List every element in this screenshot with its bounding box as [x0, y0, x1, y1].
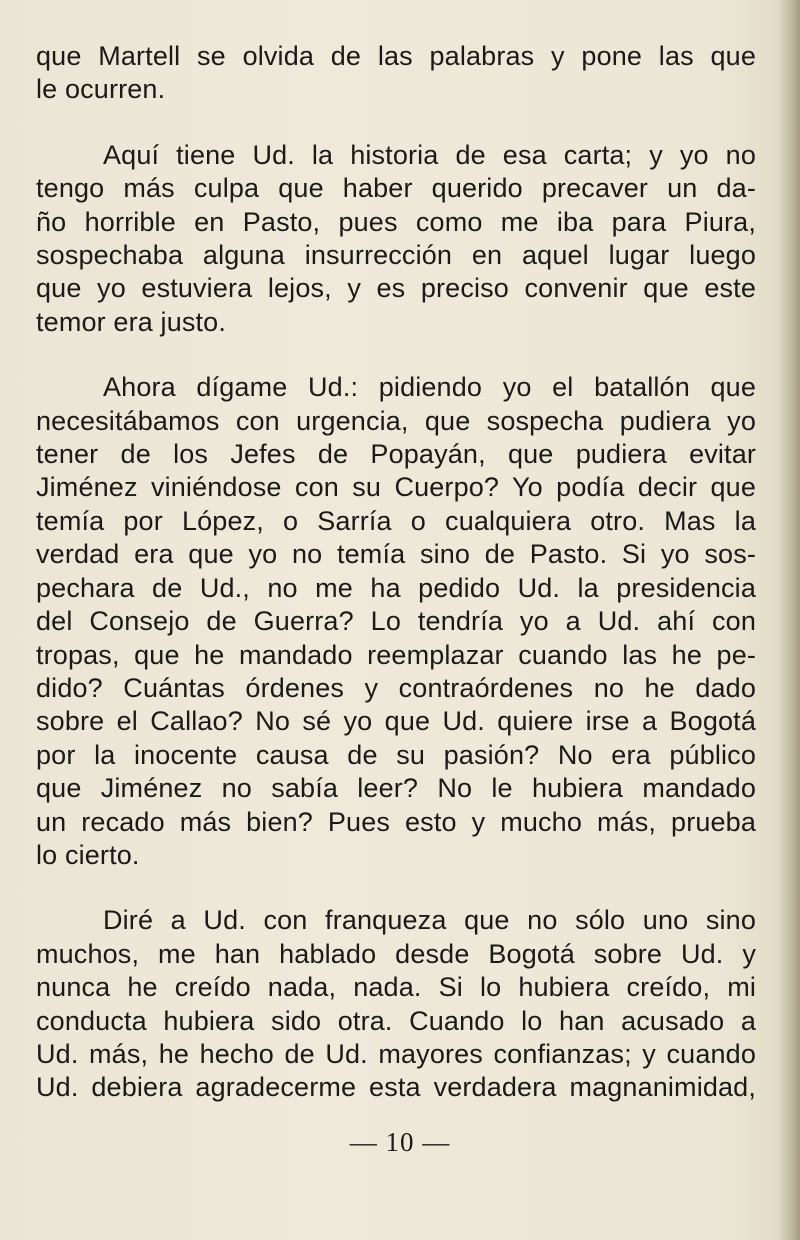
text-line: Ud. debiera agradecerme esta verdadera magnanimidad, — [36, 1072, 756, 1103]
page-binding-shadow — [778, 0, 800, 1240]
text-line: ño horrible en Pasto, pues como me iba para Piura, — [36, 206, 756, 237]
text-line: por la inocente causa de su pasión? No era público — [36, 739, 756, 770]
text-line: un recado más bien? Pues esto y mucho más, prueba — [36, 806, 756, 837]
paragraph-1 — [36, 40, 756, 107]
text-line: Jiménez viniéndose con su Cuerpo? Yo podía decir que — [36, 472, 756, 503]
text-line: tengo más culpa que haber querido precaver un da- — [36, 173, 756, 204]
text-line: del Consejo de Guerra? Lo tendría yo a Ud. ahí con — [36, 606, 756, 637]
text-line: Ud. más, he hecho de Ud. mayores confianzas; y cuando — [36, 1038, 756, 1069]
paragraph-2 — [36, 139, 756, 339]
paragraph-4 — [36, 904, 756, 1104]
text-line: necesitábamos con urgencia, que sospecha pudiera yo — [36, 405, 756, 436]
text-line: pechara de Ud., no me ha pedido Ud. la presidencia — [36, 572, 756, 603]
text-line: Diré a Ud. con franqueza que no sólo uno sino — [103, 905, 756, 936]
text-line: sospechaba alguna insurrección en aquel lugar luego — [36, 240, 756, 271]
paragraph-3 — [36, 371, 756, 872]
text-line: temor era justo. — [36, 306, 226, 337]
text-line: que Jiménez no sabía leer? No le hubiera mandado — [36, 773, 756, 804]
text-line: temía por López, o Sarría o cualquiera otro. Mas la — [36, 505, 756, 536]
text-line: dido? Cuántas órdenes y contraórdenes no he dado — [36, 672, 756, 703]
text-line: tropas, que he mandado reemplazar cuando las he pe- — [36, 639, 756, 670]
text-line: tener de los Jefes de Popayán, que pudiera evitar — [36, 439, 756, 470]
text-line: Ahora dígame Ud.: pidiendo yo el batallón que — [103, 372, 756, 403]
text-line: que yo estuviera lejos, y es preciso convenir que este — [36, 273, 756, 304]
text-line: que Martell se olvida de las palabras y pone las que — [36, 41, 756, 71]
text-line: verdad era que yo no temía sino de Pasto. Si yo sos- — [36, 539, 756, 570]
text-line: Aquí tiene Ud. la historia de esa carta; y yo no — [103, 139, 756, 170]
text-line: lo cierto. — [36, 839, 140, 870]
text-line: sobre el Callao? No sé yo que Ud. quiere irse a Bogotá — [36, 706, 756, 737]
page-number: — 10 — — [349, 1127, 451, 1157]
text-line: conducta hubiera sido otra. Cuando lo han acusado a — [36, 1005, 756, 1036]
text-line: le ocurren. — [36, 74, 166, 105]
body-text — [36, 40, 756, 1105]
text-line: nunca he creído nada, nada. Si lo hubiera creído, mi — [36, 972, 756, 1003]
text-line: muchos, me han hablado desde Bogotá sobre Ud. y — [36, 938, 756, 969]
